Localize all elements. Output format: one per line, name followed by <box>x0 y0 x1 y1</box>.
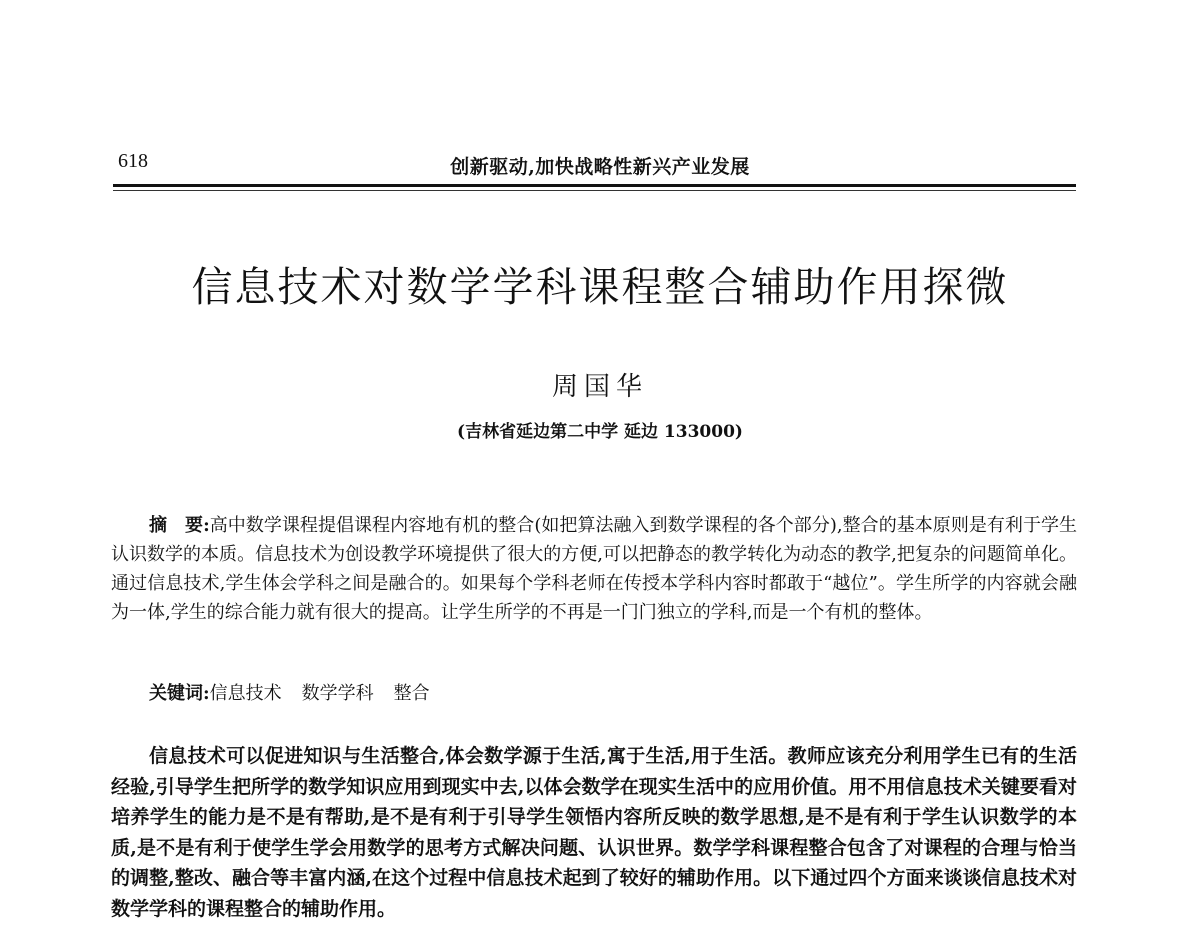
keywords-label: 关键词: <box>149 683 210 704</box>
abstract-text: 高中数学课程提倡课程内容地有机的整合(如把算法融入到数学课程的各个部分),整合的基本原则是有利于学生认识数学的本质。信息技术为创设教学环境提供了很大的方便,可以把静态的教学转化为动态的教学,把复杂的问题简单化。通过信息技术,学生体会学科之间是融合的。如果每个学科老师在传授本学科内容时都敢于“越位”。学生所学的内容就会融为一体,学生的综合能力就有很大的提高。让学生所学的不再是一门门独立的学科,而是一个有机的整体。 <box>111 515 1077 623</box>
keywords-line <box>149 679 450 705</box>
abstract <box>111 511 1077 627</box>
author-affiliation: (吉林省延边第二中学 延边 133000) <box>457 422 743 442</box>
body-paragraph: 信息技术可以促进知识与生活整合,体会数学源于生活,寓于生活,用于生活。教师应该充分利用学生已有的生活经验,引导学生把所学的数学知识应用到现实中去,以体会数学在现实生活中的应用价值。用不用信息技术关键要看对培养学生的能力是不是有帮助,是不是有利于引导学生领悟内容所反映的数学思想,是不是有利于学生认识数学的本质,是不是有利于使学生学会用数学的思考方式解决问题、认识世界。数学学科课程整合包含了对课程的合理与恰当的调整,整改、融合等丰富内涵,在这个过程中信息技术起到了较好的辅助作用。以下通过四个方面来谈谈信息技术对数学学科的课程整合的辅助作用。 <box>111 745 1077 920</box>
keyword-item: 信息技术 <box>209 683 282 704</box>
header-rule-thin <box>113 190 1076 191</box>
keyword-item: 整合 <box>393 683 430 704</box>
keyword-item: 数学学科 <box>301 683 374 704</box>
abstract-label: 摘 要: <box>149 515 210 536</box>
page-number: 618 <box>118 150 148 172</box>
author-name: 周国华 <box>551 372 648 402</box>
running-header-title: 创新驱动,加快战略性新兴产业发展 <box>450 156 750 178</box>
article-title: 信息技术对数学学科课程整合辅助作用探微 <box>191 263 1009 311</box>
header-rule-thick <box>113 184 1076 187</box>
